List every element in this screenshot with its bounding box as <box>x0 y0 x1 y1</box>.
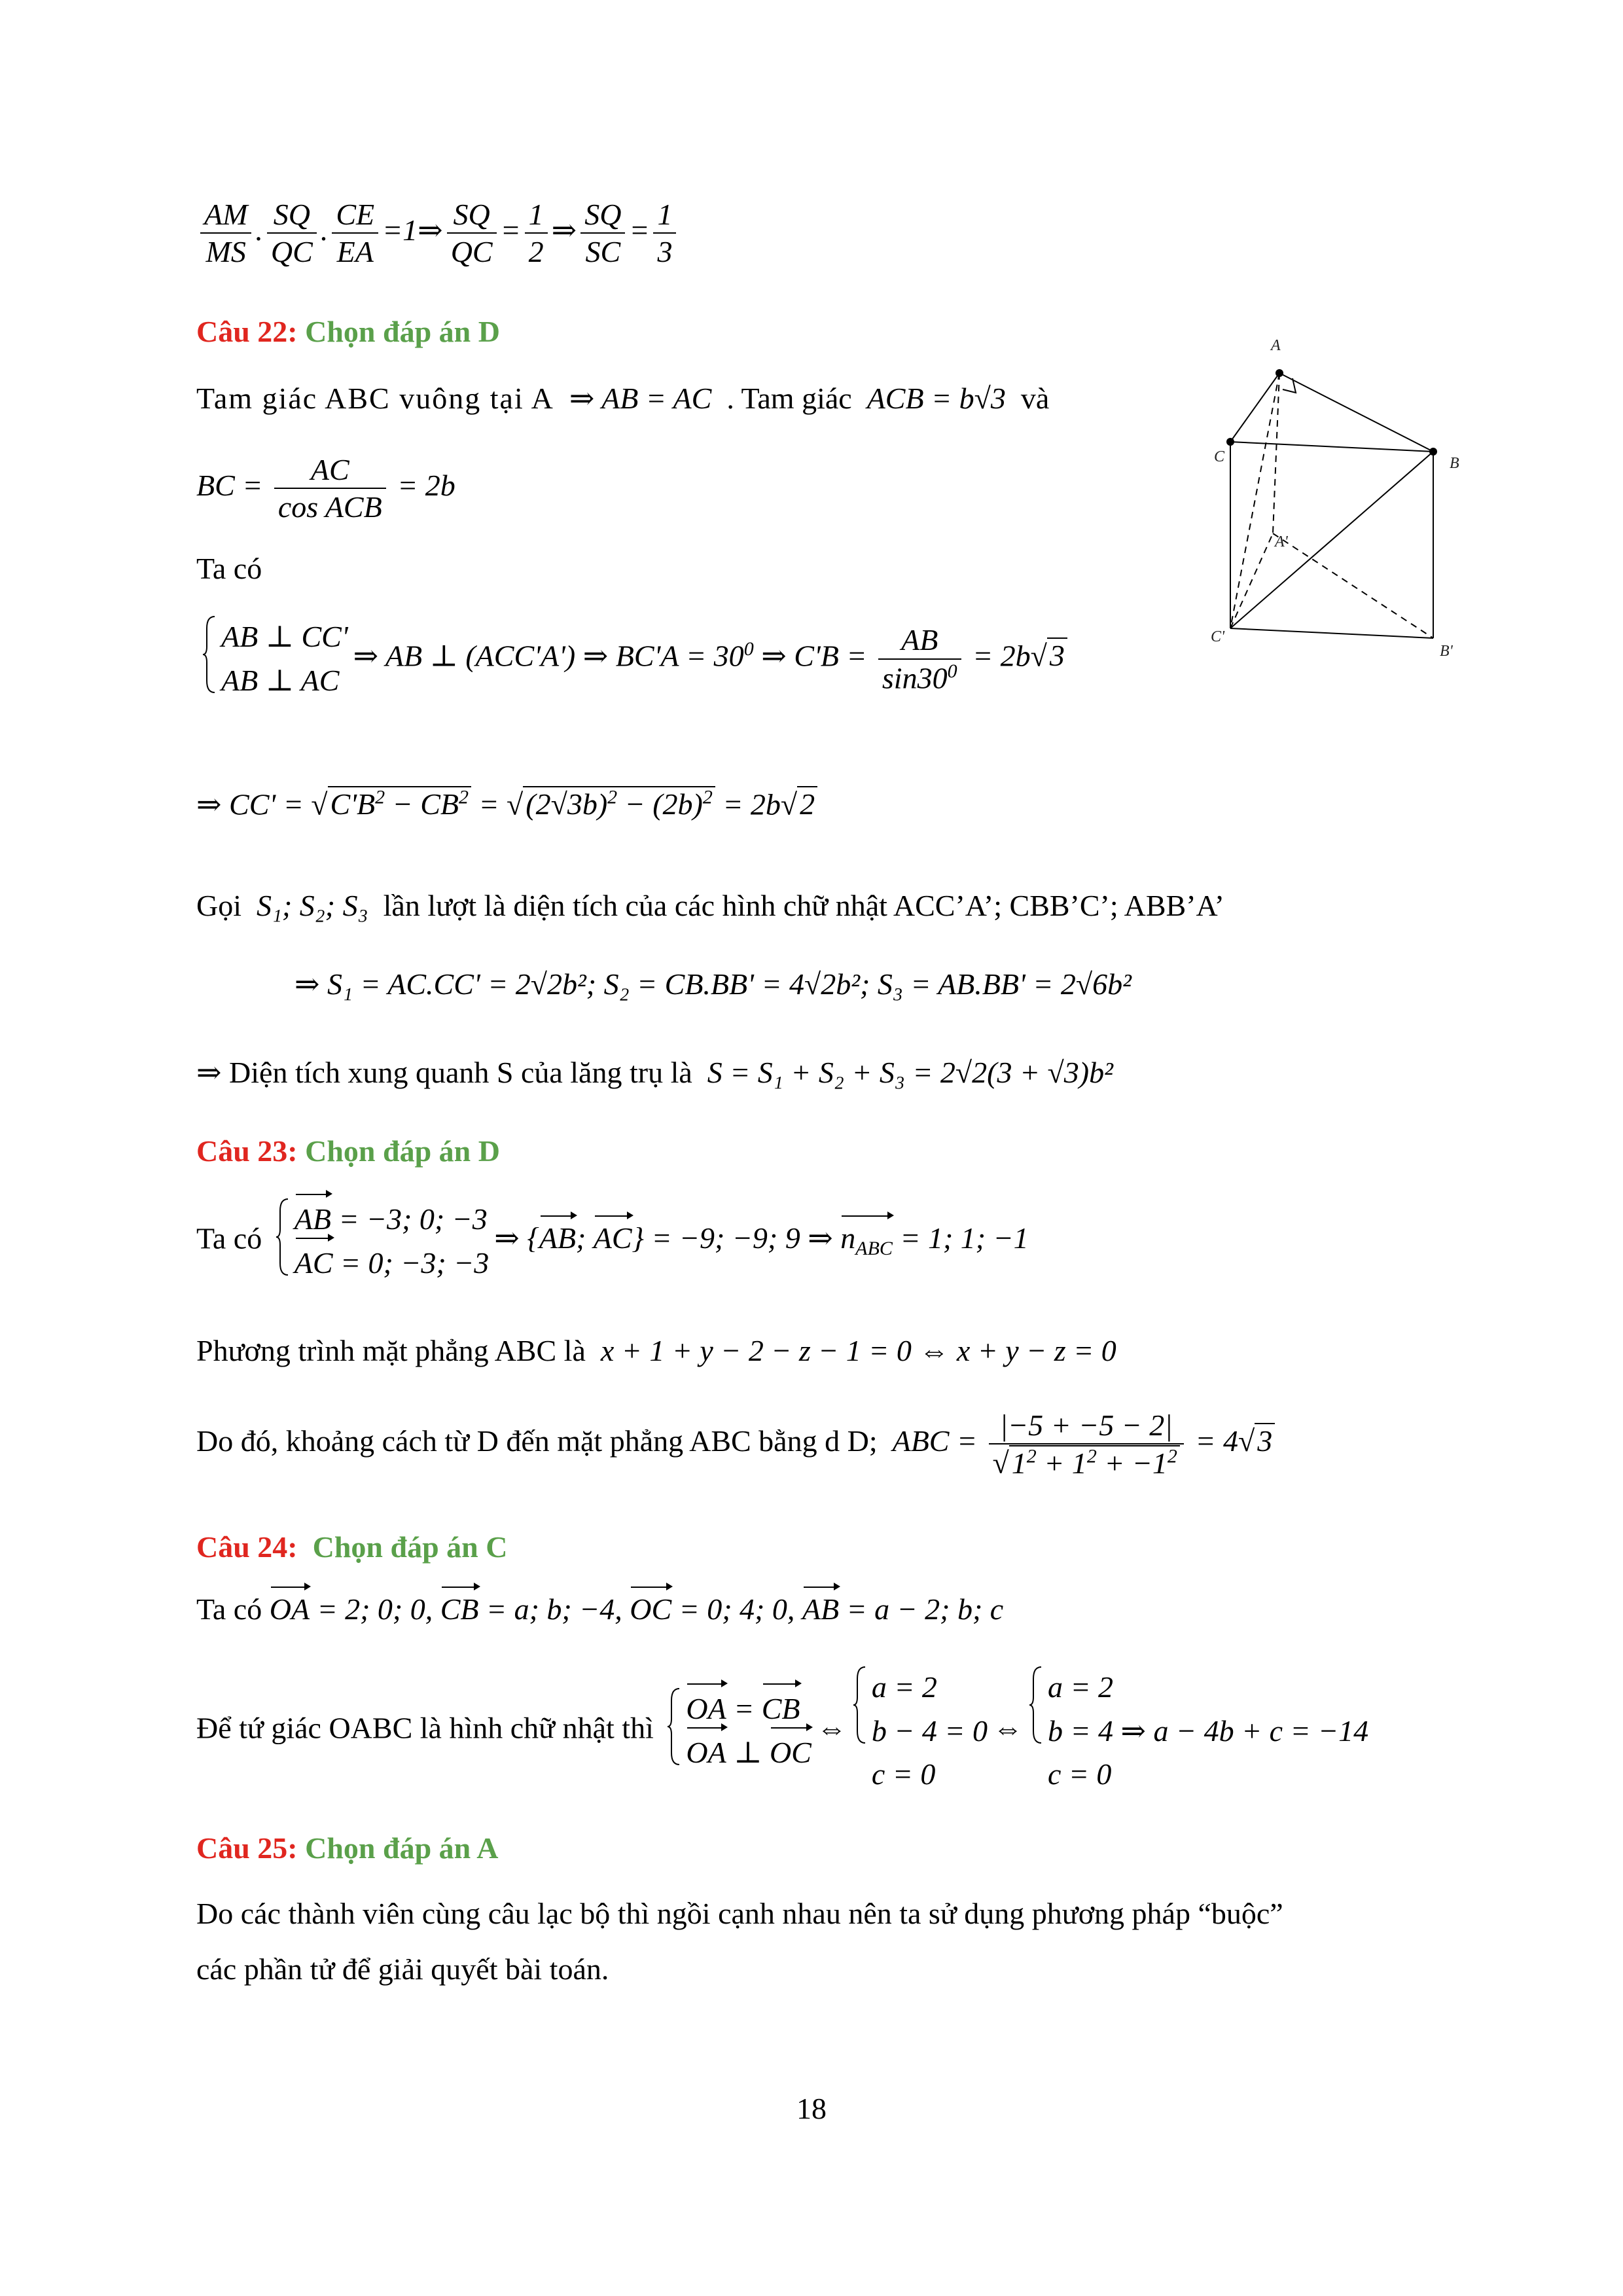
q23-line1: Ta có AB = −3; 0; −3 AC = 0; −3; −3 ⇒ {AB; AC} = −9; −9; 9 ⇒ $n_{ABC} = 1$; 1; −1 <box>196 1198 1029 1285</box>
q23-line3: Do đó, khoảng cách từ D đến mặt phẳng ABC bằng d D; ABC = $\frac{|-5 + -5 - 2|}{√1^2 + 1^2 + -1^2}$ = 4√3 <box>196 1407 1275 1481</box>
q22-heading: Câu 22: Chọn đáp án D <box>196 315 500 348</box>
q22-line7: ⇒ S₁ = AC.CC' = 2√2b²; S₂ = CB.BB' = 4√2b²; S₃ = AB.BB' = 2√6b² <box>294 967 1132 1001</box>
q25-line1: Do các thành viên cùng câu lạc bộ thì ngồi cạnh nhau nên ta sử dụng phương pháp “buộc” <box>196 1897 1283 1930</box>
label-C: C <box>1214 448 1225 465</box>
q22-line4: AB ⊥ CC' AB ⊥ AC ⇒ AB ⊥ (ACC'A') ⇒ $BC'A = 30^0$ ⇒ C'B = $\frac{AB}{\sin 30^0}$ = 2b√3 <box>196 615 1067 702</box>
q24-line1: Ta có OA = 2; 0; 0, CB = a; b; −4, OC = 0; 4; 0, AB = a − 2; b; c <box>196 1590 1003 1628</box>
label-B2: B' <box>1440 643 1453 660</box>
page-number: 18 <box>796 2092 827 2125</box>
q22-line8: ⇒ Diện tích xung quanh S của lăng trụ là S = S₁ + S₂ + S₃ = 2√2(3 + √3)b² <box>196 1056 1113 1089</box>
top-equation: $\frac{AM}{MS}$ . $\frac{SQ}{QC}$ . $\frac{CE}{EA}$ =1⇒ $\frac{SQ}{QC}$ = $\frac{1}{2}$ ⇒ $\frac{SQ}{SC}$ = $\frac{1}{3}$ <box>196 196 680 270</box>
q22-line1: Tam giác ABC vuông tại A ⇒ AB = AC . Tam giác ACB = b√3 và <box>196 382 1050 415</box>
q25-heading: Câu 25: Chọn đáp án A <box>196 1831 499 1865</box>
q23-line2: Phương trình mặt phẳng ABC là x + 1 + y − 2 − z − 1 = 0 ⇔ x + y − z = 0 <box>196 1334 1116 1367</box>
label-A: A <box>1271 337 1281 354</box>
q22-line5: ⇒ $CC' = √C'B^2 - CB^2 = √(2√3b)^2 - (2b)^2 = 2b√2$ <box>196 785 817 823</box>
q22-line3: Ta có <box>196 552 262 585</box>
q23-heading: Câu 23: Chọn đáp án D <box>196 1134 500 1168</box>
label-B: B <box>1450 455 1459 472</box>
q24-heading: Câu 24: Chọn đáp án C <box>196 1530 508 1564</box>
q22-line2: BC = $\frac{AC}{\text{cos ACB}}$ = 2b <box>196 453 455 524</box>
q22-line6: Gọi S₁; S₂; S₃ lần lượt là diện tích của các hình chữ nhật ACC’A’; CBB’C’; ABB’A’ <box>196 889 1224 922</box>
prism-figure <box>1211 327 1486 668</box>
label-C2: C' <box>1211 628 1225 645</box>
q25-line2: các phần tử để giải quyết bài toán. <box>196 1952 609 1986</box>
q24-line2: Để tứ giác OABC là hình chữ nhật thì OA = CB OA ⊥ OC ⇔ a = 2 b − 4 = 0 c = 0 ⇔ a = 2 b = 4 ⇒ a − 4b + c = −14 c = 0 <box>196 1666 1374 1797</box>
label-A2: A' <box>1275 533 1288 550</box>
